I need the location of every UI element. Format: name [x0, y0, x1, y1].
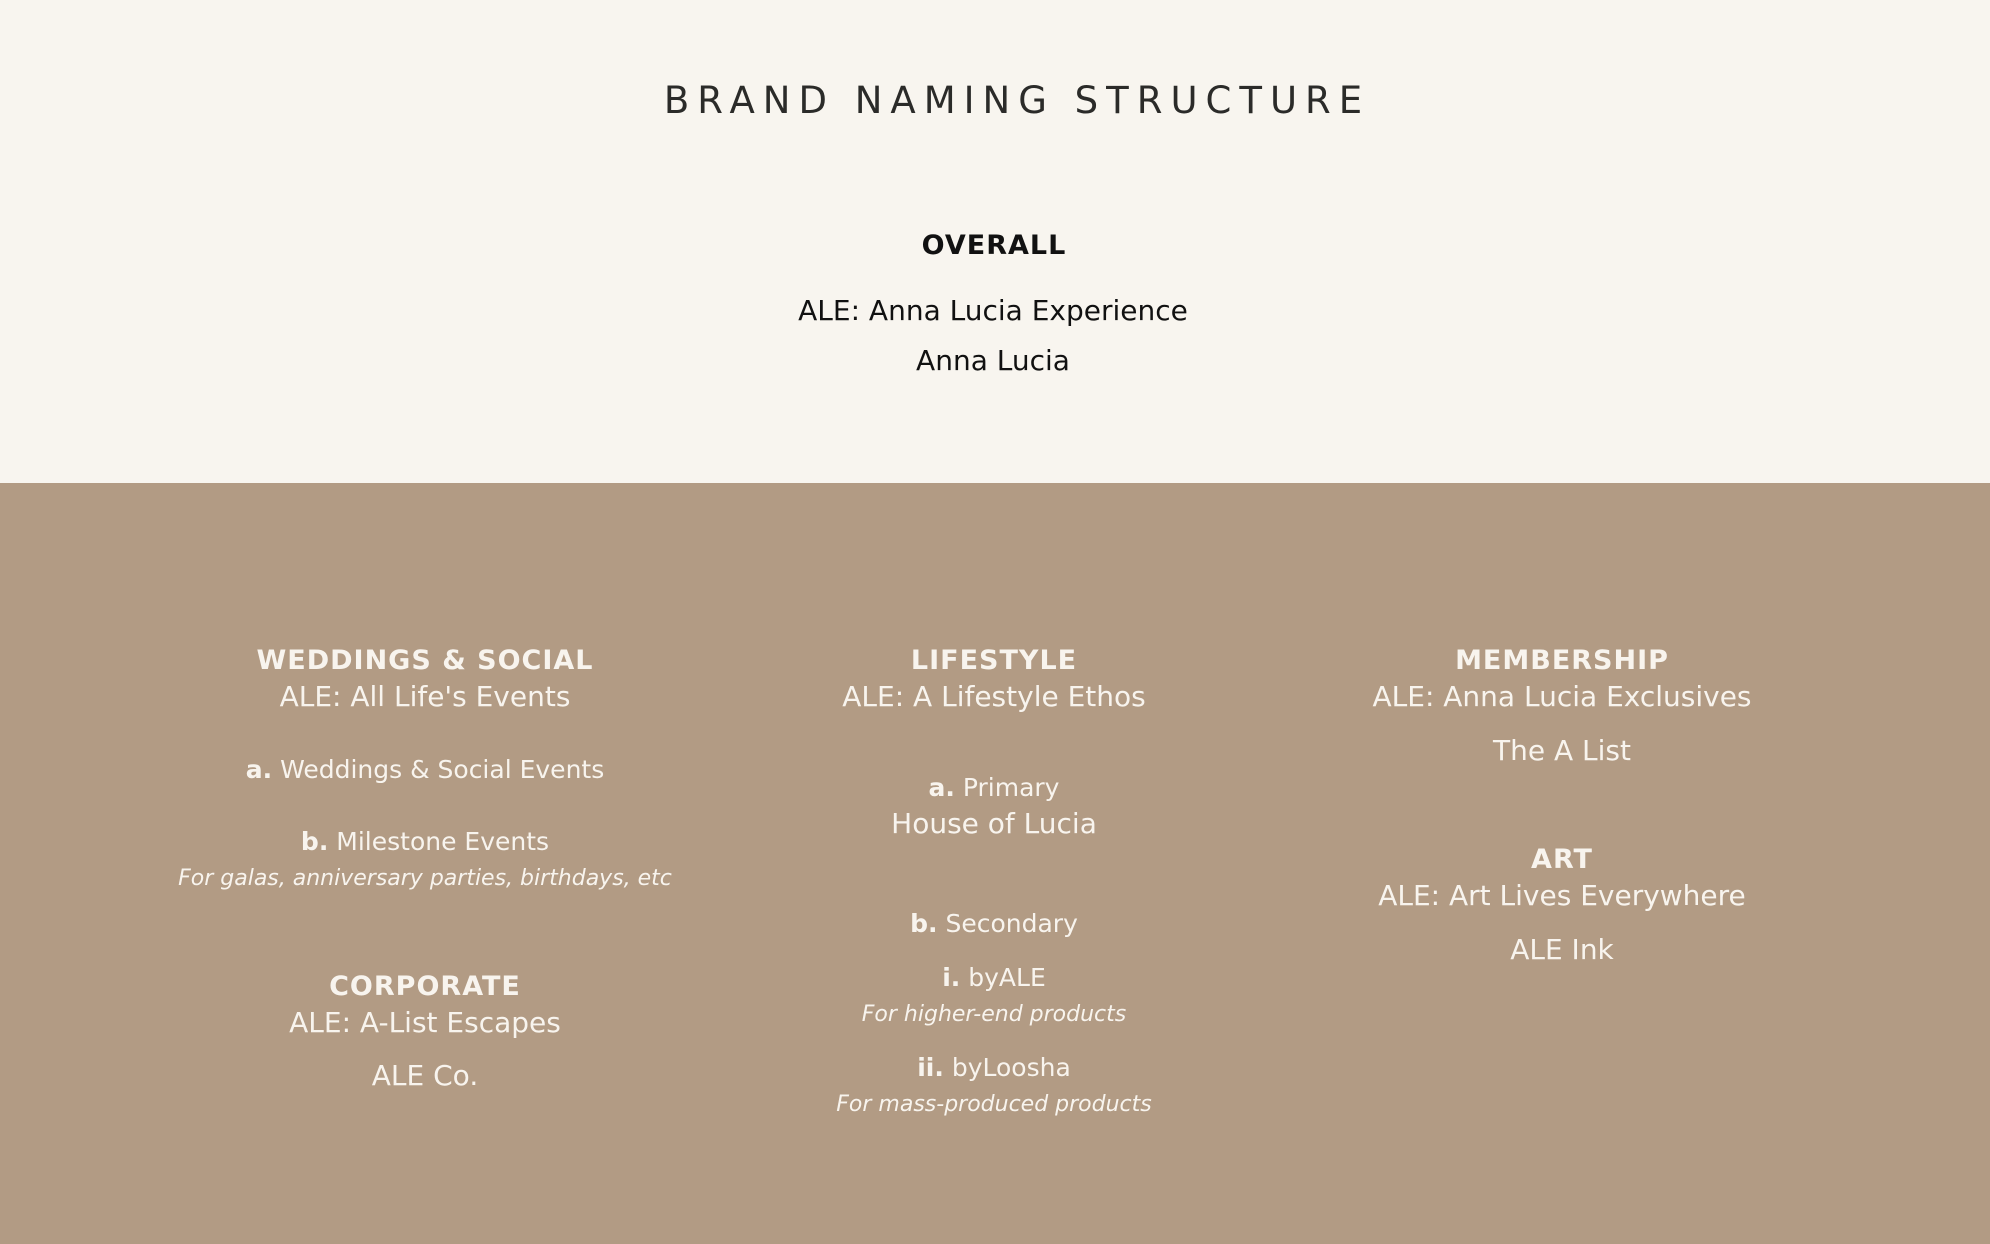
lifestyle-secondary-item-ii	[917, 1055, 1071, 1080]
membership-heading: MEMBERSHIP	[1455, 645, 1669, 676]
lifestyle-secondary-item-i-note: For higher-end products	[861, 1002, 1127, 1027]
lifestyle-primary-marker: a.	[928, 773, 955, 802]
lifestyle-primary-name: House of Lucia	[891, 807, 1097, 840]
overall-line-2: Anna Lucia	[916, 344, 1070, 377]
weddings-item-b	[301, 829, 549, 854]
lifestyle-secondary-item-ii-marker: ii.	[917, 1053, 944, 1082]
weddings-item-a	[246, 757, 605, 782]
overall-heading: OVERALL	[921, 230, 1067, 261]
lifestyle-primary-label: Primary	[962, 773, 1060, 802]
sections-panel	[0, 483, 1990, 1244]
corporate-name: ALE Co.	[371, 1059, 479, 1092]
art-name: ALE Ink	[1510, 933, 1614, 966]
membership-name: The A List	[1493, 734, 1631, 767]
lifestyle-primary	[929, 775, 1060, 800]
lifestyle-secondary-marker: b.	[910, 909, 938, 938]
lifestyle-secondary	[910, 911, 1078, 936]
lifestyle-secondary-item-i-marker: i.	[942, 963, 961, 992]
weddings-heading: WEDDINGS & SOCIAL	[256, 645, 594, 676]
weddings-subtitle: ALE: All Life's Events	[279, 680, 571, 713]
page-title: BRAND NAMING STRUCTURE	[663, 79, 1371, 122]
corporate-heading: CORPORATE	[329, 971, 521, 1002]
overall-line-1: ALE: Anna Lucia Experience	[798, 294, 1188, 327]
weddings-item-b-note: For galas, anniversary parties, birthdays, etc	[178, 866, 672, 891]
art-subtitle: ALE: Art Lives Everywhere	[1378, 879, 1746, 912]
lifestyle-secondary-label: Secondary	[945, 909, 1078, 938]
art-heading: ART	[1531, 844, 1593, 875]
weddings-item-a-label: Weddings & Social Events	[280, 755, 605, 784]
lifestyle-secondary-item-ii-label: byLoosha	[951, 1053, 1071, 1082]
lifestyle-subtitle: ALE: A Lifestyle Ethos	[842, 680, 1146, 713]
weddings-item-b-label: Milestone Events	[336, 827, 550, 856]
weddings-item-a-marker: a.	[245, 755, 273, 784]
lifestyle-heading: LIFESTYLE	[910, 645, 1078, 676]
weddings-item-b-marker: b.	[300, 827, 329, 856]
corporate-subtitle: ALE: A-List Escapes	[289, 1006, 561, 1039]
lifestyle-secondary-item-i-label: byALE	[968, 963, 1046, 992]
membership-subtitle: ALE: Anna Lucia Exclusives	[1372, 680, 1752, 713]
lifestyle-secondary-item-i	[942, 965, 1046, 990]
lifestyle-secondary-item-ii-note: For mass-produced products	[836, 1092, 1152, 1117]
